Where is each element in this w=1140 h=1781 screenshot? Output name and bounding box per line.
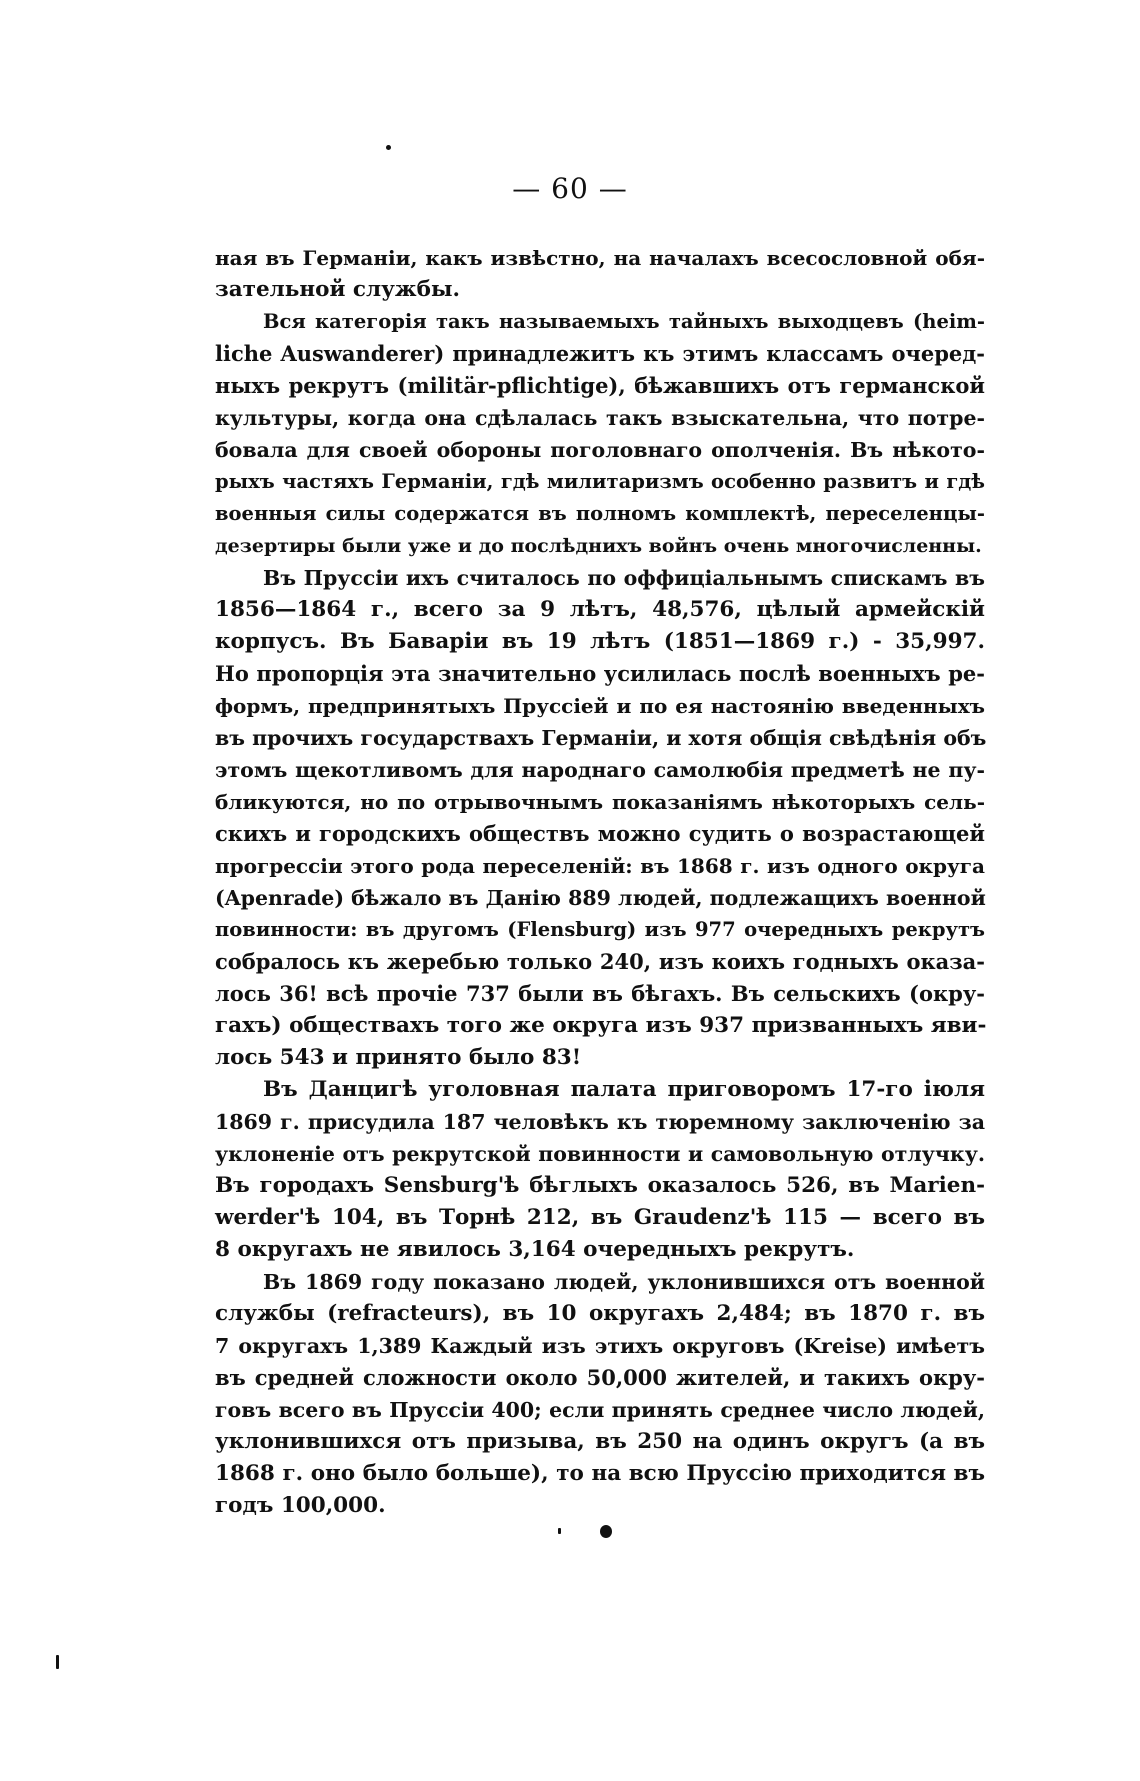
text-line: 1869 г. присудила 187 человѣкъ къ тюремному заключенію за (215, 1110, 985, 1134)
text-line: въ средней сложности около 50,000 жителей, и такихъ окру- (215, 1365, 985, 1390)
text-line: лось 36! всѣ прочіе 737 были въ бѣгахъ. Въ сельскихъ (окру- (215, 981, 985, 1006)
text-line: 7 округахъ 1,389 Каждый изъ этихъ округовъ (Kreise) имѣетъ (215, 1334, 985, 1358)
text-line: уклоненіе отъ рекрутской повинности и самовольную отлучку. (215, 1142, 985, 1166)
text-line: военныя силы содержатся въ полномъ комплектѣ, переселенцы- (215, 502, 985, 525)
text-line: формъ, предпринятыхъ Пруссіей и по ея настоянію введенныхъ (215, 694, 985, 718)
text-line: уклонившихся отъ призыва, въ 250 на одинъ округъ (а въ (215, 1429, 985, 1454)
print-speck (386, 145, 391, 150)
text-line: дезертиры были уже и до послѣднихъ войнъ очень многочисленны. (215, 535, 982, 557)
text-line: Въ Данцигѣ уголовная палата приговоромъ 17-го іюля (263, 1077, 985, 1102)
text-line: бовала для своей обороны поголовнаго ополченія. Въ нѣкото- (215, 438, 985, 462)
text-line: прогрессіи этого рода переселеній: въ 1868 г. изъ одного округа (215, 854, 985, 878)
text-line: ныхъ рекрутъ (militär-pflichtige), бѣжавшихъ отъ германской (215, 373, 985, 398)
text-line: Вся категорія такъ называемыхъ тайныхъ выходцевъ (heim- (263, 310, 985, 333)
text-line: въ прочихъ государствахъ Германіи, и хотя общія свѣдѣнія объ (215, 726, 987, 750)
text-line: Въ Пруссіи ихъ считалось по оффиціальнымъ спискамъ въ (263, 566, 985, 590)
text-line: 1856—1864 г., всего за 9 лѣтъ, 48,576, цѣлый армейскій (215, 597, 985, 622)
text-line: корпусъ. Въ Баваріи въ 19 лѣтъ (1851—1869 г.) - 35,997. (215, 629, 985, 654)
text-line: зательной службы. (215, 277, 461, 302)
text-line: 8 округахъ не явилось 3,164 очередныхъ рекрутъ. (215, 1237, 855, 1262)
text-line: Въ городахъ Sensburg'ѣ бѣглыхъ оказалось 526, въ Marien- (215, 1173, 985, 1198)
text-line: 1868 г. оно было больше), то на всю Пруссію приходится въ (215, 1461, 985, 1486)
text-line: этомъ щекотливомъ для народнаго самолюбія предметѣ не пу- (215, 758, 985, 782)
text-line: собралось къ жеребью только 240, изъ коихъ годныхъ оказа- (215, 949, 985, 974)
text-line: повинности: въ другомъ (Flensburg) изъ 977 очередныхъ рекрутъ (215, 918, 985, 941)
text-line: Но пропорція эта значительно усилилась послѣ военныхъ ре- (215, 661, 985, 686)
text-line: службы (refracteurs), въ 10 округахъ 2,484; въ 1870 г. въ (215, 1301, 985, 1326)
text-line: рыхъ частяхъ Германіи, гдѣ милитаризмъ особенно развитъ и гдѣ (215, 470, 985, 493)
text-line: скихъ и городскихъ обществъ можно судить о возрастающей (215, 821, 985, 846)
text-line: werder'ѣ 104, въ Торнѣ 212, въ Graudenz'ѣ 115 — всего въ (215, 1205, 985, 1230)
print-speck (558, 1528, 561, 1534)
text-line: бликуются, но по отрывочнымъ показаніямъ нѣкоторыхъ сель- (215, 790, 985, 814)
print-speck (600, 1525, 612, 1538)
text-line: liche Auswanderer) принадлежитъ къ этимъ классамъ очеред- (215, 341, 985, 366)
text-line: говъ всего въ Пруссіи 400; если принять среднее число людей, (215, 1398, 985, 1422)
text-line: лось 543 и принято было 83! (215, 1045, 582, 1070)
text-line: гахъ) обществахъ того же округа изъ 937 призванныхъ яви- (215, 1013, 987, 1038)
text-line: ная въ Германіи, какъ извѣстно, на началахъ всесословной обя- (215, 246, 985, 270)
print-speck (56, 1655, 59, 1669)
text-line: (Apenrade) бѣжало въ Данію 889 людей, подлежащихъ военной (215, 886, 986, 910)
body-text (215, 242, 985, 1522)
text-line: культуры, когда она сдѣлалась такъ взыскательна, что потре- (215, 406, 985, 430)
text-line: годъ 100,000. (215, 1493, 386, 1518)
text-line: Въ 1869 году показано людей, уклонившихся отъ военной (263, 1270, 985, 1294)
page-number: — 60 — (512, 172, 628, 205)
